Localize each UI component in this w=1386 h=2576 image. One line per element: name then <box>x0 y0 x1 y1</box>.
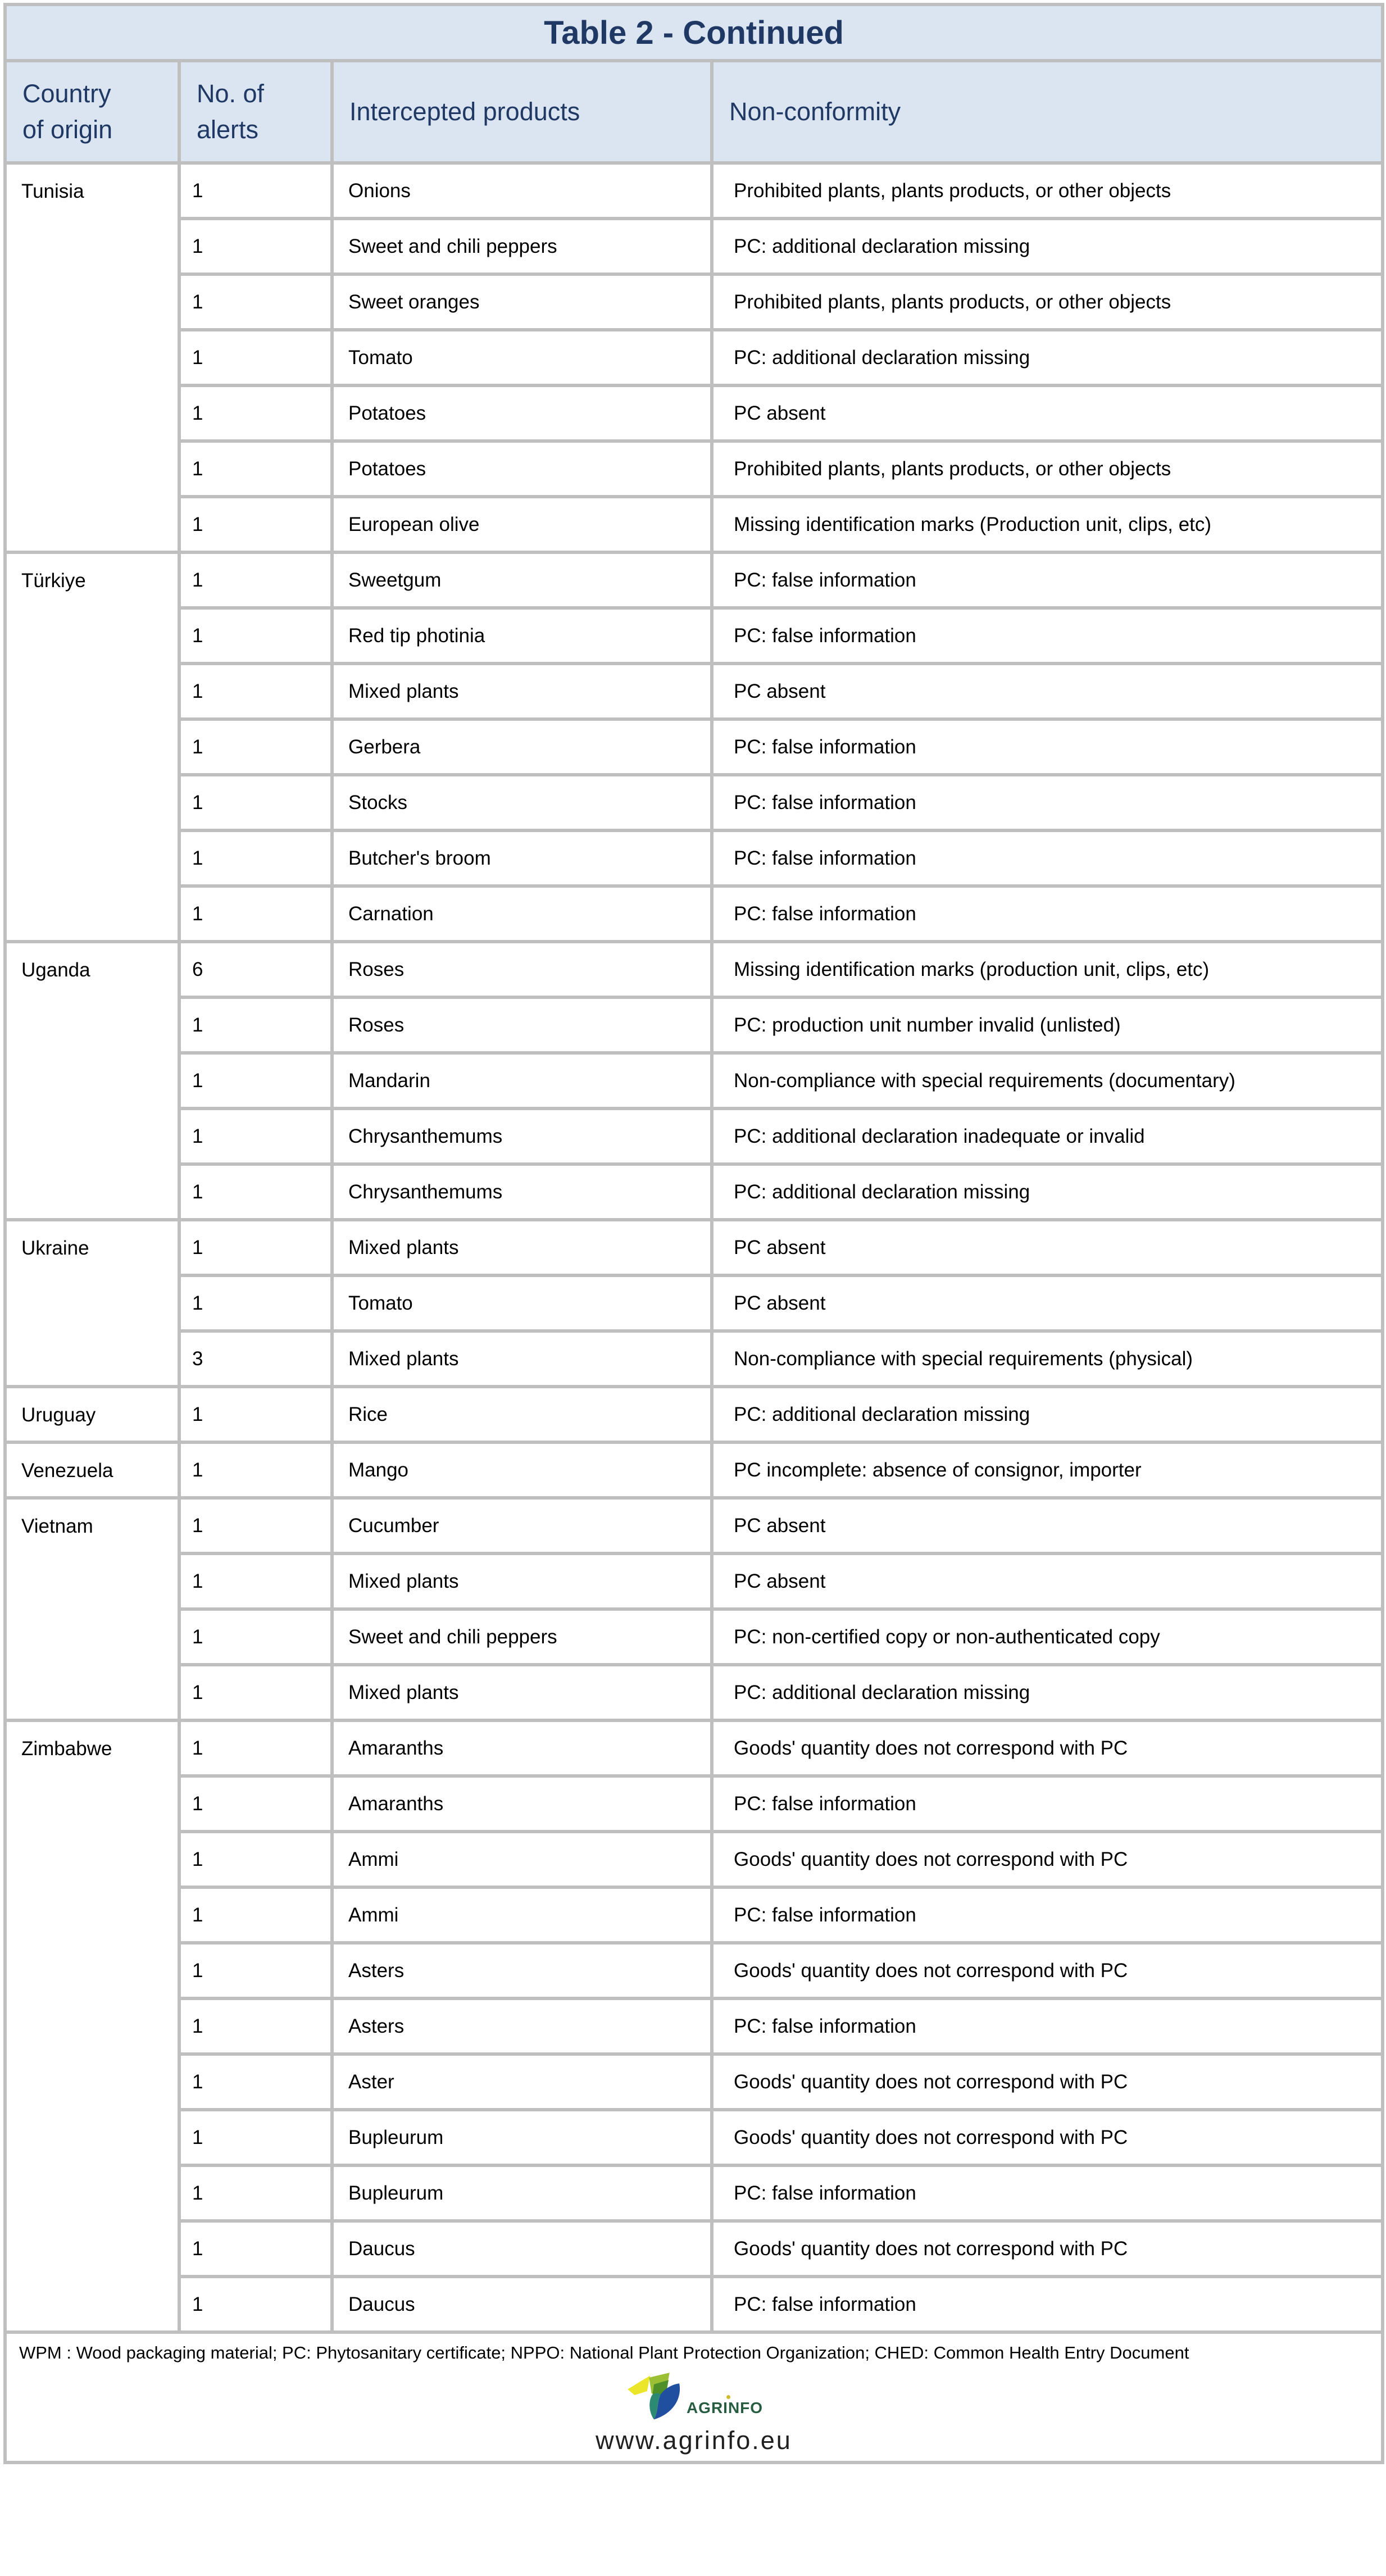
alerts-cell: 1 <box>179 1832 332 1887</box>
alerts-cell: 1 <box>179 441 332 497</box>
alerts-cell: 1 <box>179 2110 332 2165</box>
alerts-cell: 1 <box>179 1609 332 1665</box>
product-cell: Gerbera <box>332 719 712 775</box>
product-cell: Bupleurum <box>332 2165 712 2221</box>
column-header <box>179 61 332 163</box>
alerts-cell: 3 <box>179 1331 332 1387</box>
alerts-cell: 1 <box>179 1887 332 1943</box>
website-text: www.agrinfo.eu <box>596 2426 792 2455</box>
column-header-line: No. of <box>197 79 265 108</box>
product-cell: Bupleurum <box>332 2110 712 2165</box>
nonconformity-cell: PC: additional declaration inadequate or invalid <box>712 1108 1383 1164</box>
product-cell: Daucus <box>332 2221 712 2277</box>
table-row <box>5 608 1383 664</box>
country-cell: Tunisia <box>5 163 179 552</box>
alerts-cell: 1 <box>179 330 332 385</box>
product-cell: Mandarin <box>332 1053 712 1108</box>
title-row <box>5 4 1383 61</box>
product-cell: Rice <box>332 1387 712 1442</box>
column-header-row <box>5 61 1383 163</box>
nonconformity-cell: Prohibited plants, plants products, or other objects <box>712 163 1383 219</box>
nonconformity-cell: Missing identification marks (production unit, clips, etc) <box>712 942 1383 997</box>
product-cell: Asters <box>332 1998 712 2054</box>
table-row <box>5 1387 1383 1442</box>
column-header-line: Intercepted products <box>349 97 580 126</box>
nonconformity-cell: PC absent <box>712 1553 1383 1609</box>
table-row <box>5 2054 1383 2110</box>
nonconformity-cell: Missing identification marks (Production unit, clips, etc) <box>712 497 1383 552</box>
table-row <box>5 1108 1383 1164</box>
agrinfo-logo-icon <box>625 2368 683 2425</box>
product-cell: Mixed plants <box>332 1220 712 1275</box>
footer-row <box>5 2332 1383 2463</box>
nonconformity-cell: PC: additional declaration missing <box>712 330 1383 385</box>
nonconformity-cell: Goods' quantity does not correspond with PC <box>712 1943 1383 1998</box>
nonconformity-cell: PC: false information <box>712 719 1383 775</box>
alerts-cell: 1 <box>179 1665 332 1720</box>
nonconformity-cell: PC: production unit number invalid (unlisted) <box>712 997 1383 1053</box>
product-cell: European olive <box>332 497 712 552</box>
table-row <box>5 997 1383 1053</box>
nonconformity-cell: PC: false information <box>712 2277 1383 2332</box>
nonconformity-cell: Prohibited plants, plants products, or other objects <box>712 274 1383 330</box>
table-row <box>5 2221 1383 2277</box>
nonconformity-cell: Non-compliance with special requirements (physical) <box>712 1331 1383 1387</box>
product-cell: Ammi <box>332 1887 712 1943</box>
country-cell: Uganda <box>5 942 179 1220</box>
product-cell: Carnation <box>332 886 712 942</box>
column-header-line: of origin <box>22 115 113 144</box>
product-cell: Red tip photinia <box>332 608 712 664</box>
alerts-cell: 1 <box>179 719 332 775</box>
nonconformity-cell: Goods' quantity does not correspond with PC <box>712 1720 1383 1776</box>
table-row <box>5 2110 1383 2165</box>
table-row <box>5 1331 1383 1387</box>
product-cell: Sweet and chili peppers <box>332 1609 712 1665</box>
column-header-line: Non-conformity <box>729 97 901 126</box>
product-cell: Onions <box>332 163 712 219</box>
agrinfo-logo <box>7 2369 1381 2425</box>
nonconformity-cell: PC: false information <box>712 1776 1383 1832</box>
nonconformity-cell: PC: false information <box>712 552 1383 608</box>
nonconformity-cell: PC absent <box>712 1275 1383 1331</box>
alerts-cell: 1 <box>179 1776 332 1832</box>
country-cell: Ukraine <box>5 1220 179 1387</box>
table-row <box>5 163 1383 219</box>
table-row <box>5 1720 1383 1776</box>
nonconformity-cell: PC: false information <box>712 608 1383 664</box>
table-row <box>5 886 1383 942</box>
alerts-cell: 6 <box>179 942 332 997</box>
product-cell: Mixed plants <box>332 1553 712 1609</box>
alerts-cell: 1 <box>179 163 332 219</box>
nonconformity-cell: Goods' quantity does not correspond with PC <box>712 1832 1383 1887</box>
table-row <box>5 2277 1383 2332</box>
agrinfo-logo-text: AGRINFO <box>687 2399 763 2425</box>
product-cell: Amaranths <box>332 1720 712 1776</box>
table-row <box>5 497 1383 552</box>
table-row <box>5 274 1383 330</box>
alerts-cell: 1 <box>179 664 332 719</box>
column-header <box>5 61 179 163</box>
alerts-cell: 1 <box>179 219 332 274</box>
table-row <box>5 2165 1383 2221</box>
table-row <box>5 385 1383 441</box>
nonconformity-cell: PC: false information <box>712 2165 1383 2221</box>
abbreviations-note: WPM : Wood packaging material; PC: Phytosanitary certificate; NPPO: National Plant Protection Organization; CHED: Common Health Entry Document <box>19 2343 1189 2363</box>
country-cell: Venezuela <box>5 1442 179 1498</box>
table-row <box>5 1943 1383 1998</box>
nonconformity-cell: PC absent <box>712 385 1383 441</box>
nonconformity-cell: PC: non-certified copy or non-authenticated copy <box>712 1609 1383 1665</box>
column-header-line: alerts <box>197 115 259 144</box>
product-cell: Chrysanthemums <box>332 1108 712 1164</box>
alerts-cell: 1 <box>179 830 332 886</box>
alerts-cell: 1 <box>179 608 332 664</box>
table-row <box>5 942 1383 997</box>
nonconformity-cell: PC: false information <box>712 830 1383 886</box>
product-cell: Potatoes <box>332 441 712 497</box>
nonconformity-cell: PC: false information <box>712 775 1383 830</box>
alerts-cell: 1 <box>179 2165 332 2221</box>
country-cell: Türkiye <box>5 552 179 942</box>
alerts-cell: 1 <box>179 1108 332 1164</box>
nonconformity-cell: PC: additional declaration missing <box>712 1665 1383 1720</box>
alerts-cell: 1 <box>179 1498 332 1553</box>
product-cell: Chrysanthemums <box>332 1164 712 1220</box>
interceptions-table <box>3 3 1384 2464</box>
table-row <box>5 664 1383 719</box>
table-row <box>5 219 1383 274</box>
nonconformity-cell: Goods' quantity does not correspond with PC <box>712 2054 1383 2110</box>
alerts-cell: 1 <box>179 1387 332 1442</box>
nonconformity-cell: PC absent <box>712 664 1383 719</box>
nonconformity-cell: Prohibited plants, plants products, or other objects <box>712 441 1383 497</box>
product-cell: Aster <box>332 2054 712 2110</box>
alerts-cell: 1 <box>179 1442 332 1498</box>
table-row <box>5 775 1383 830</box>
product-cell: Tomato <box>332 330 712 385</box>
nonconformity-cell: PC absent <box>712 1498 1383 1553</box>
product-cell: Tomato <box>332 1275 712 1331</box>
table-row <box>5 830 1383 886</box>
alerts-cell: 1 <box>179 2277 332 2332</box>
nonconformity-cell: Goods' quantity does not correspond with PC <box>712 2110 1383 2165</box>
product-cell: Amaranths <box>332 1776 712 1832</box>
product-cell: Mixed plants <box>332 1331 712 1387</box>
alerts-cell: 1 <box>179 1164 332 1220</box>
column-header <box>712 61 1383 163</box>
product-cell: Ammi <box>332 1832 712 1887</box>
product-cell: Sweet oranges <box>332 274 712 330</box>
nonconformity-cell: PC: false information <box>712 886 1383 942</box>
table-row <box>5 552 1383 608</box>
table-row <box>5 1887 1383 1943</box>
alerts-cell: 1 <box>179 997 332 1053</box>
alerts-cell: 1 <box>179 2054 332 2110</box>
country-cell: Vietnam <box>5 1498 179 1720</box>
alerts-cell: 1 <box>179 775 332 830</box>
alerts-cell: 1 <box>179 497 332 552</box>
nonconformity-cell: PC absent <box>712 1220 1383 1275</box>
alerts-cell: 1 <box>179 886 332 942</box>
table-row <box>5 1553 1383 1609</box>
table-row <box>5 441 1383 497</box>
alerts-cell: 1 <box>179 1053 332 1108</box>
column-header <box>332 61 712 163</box>
alerts-cell: 1 <box>179 385 332 441</box>
table-row <box>5 1275 1383 1331</box>
table-row <box>5 1832 1383 1887</box>
product-cell: Sweetgum <box>332 552 712 608</box>
product-cell: Roses <box>332 997 712 1053</box>
table-row <box>5 1665 1383 1720</box>
product-cell: Sweet and chili peppers <box>332 219 712 274</box>
table-row <box>5 1053 1383 1108</box>
table-row <box>5 719 1383 775</box>
nonconformity-cell: PC: false information <box>712 1998 1383 2054</box>
nonconformity-cell: PC incomplete: absence of consignor, importer <box>712 1442 1383 1498</box>
alerts-cell: 1 <box>179 1275 332 1331</box>
alerts-cell: 1 <box>179 274 332 330</box>
alerts-cell: 1 <box>179 1720 332 1776</box>
page-title: Table 2 - Continued <box>5 4 1383 61</box>
product-cell: Butcher's broom <box>332 830 712 886</box>
nonconformity-cell: Non-compliance with special requirements (documentary) <box>712 1053 1383 1108</box>
table-row <box>5 330 1383 385</box>
nonconformity-cell: PC: additional declaration missing <box>712 1164 1383 1220</box>
product-cell: Cucumber <box>332 1498 712 1553</box>
alerts-cell: 1 <box>179 1943 332 1998</box>
table-row <box>5 1609 1383 1665</box>
product-cell: Mixed plants <box>332 664 712 719</box>
alerts-cell: 1 <box>179 2221 332 2277</box>
table-row <box>5 1164 1383 1220</box>
product-cell: Daucus <box>332 2277 712 2332</box>
product-cell: Stocks <box>332 775 712 830</box>
product-cell: Mango <box>332 1442 712 1498</box>
alerts-cell: 1 <box>179 1220 332 1275</box>
table-row <box>5 1498 1383 1553</box>
country-cell: Uruguay <box>5 1387 179 1442</box>
column-header-line: Country <box>22 79 111 108</box>
nonconformity-cell: Goods' quantity does not correspond with PC <box>712 2221 1383 2277</box>
nonconformity-cell: PC: additional declaration missing <box>712 219 1383 274</box>
alerts-cell: 1 <box>179 1998 332 2054</box>
table-row <box>5 1442 1383 1498</box>
nonconformity-cell: PC: false information <box>712 1887 1383 1943</box>
alerts-cell: 1 <box>179 1553 332 1609</box>
product-cell: Potatoes <box>332 385 712 441</box>
country-cell: Zimbabwe <box>5 1720 179 2332</box>
product-cell: Mixed plants <box>332 1665 712 1720</box>
product-cell: Roses <box>332 942 712 997</box>
product-cell: Asters <box>332 1943 712 1998</box>
footer-cell <box>5 2332 1383 2463</box>
table-row <box>5 1998 1383 2054</box>
alerts-cell: 1 <box>179 552 332 608</box>
nonconformity-cell: PC: additional declaration missing <box>712 1387 1383 1442</box>
table-row <box>5 1776 1383 1832</box>
table-row <box>5 1220 1383 1275</box>
